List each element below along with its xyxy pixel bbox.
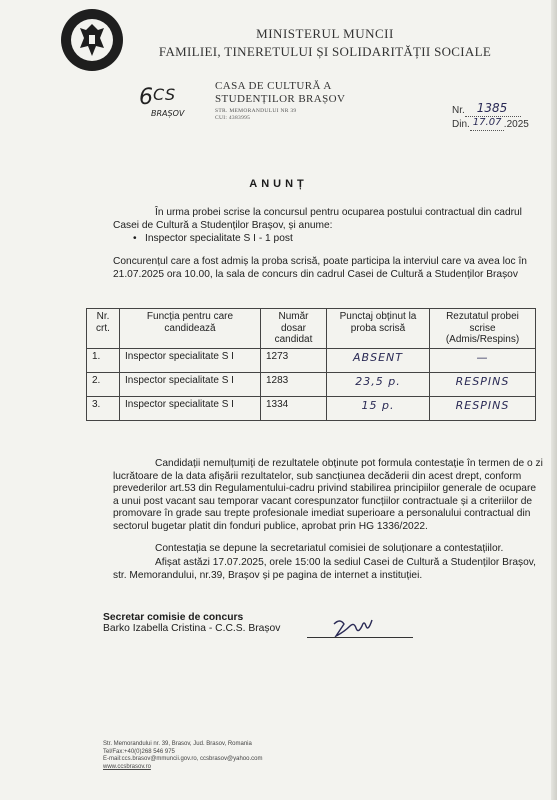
posted-paragraph: Afișat astăzi 17.07.2025, orele 15:00 la sediul Casei de Cultură a Studenților Brașov, str. Memorandului, nr.39, Brașov și pe pagina de internet a instituției.	[113, 557, 536, 581]
svg-text:6: 6	[139, 85, 153, 110]
intro-paragraph: În urma probei scrise la concursul pentru ocuparea postului contractual din cadrul Casei de Cultură a Studenților Brașov, și anume:	[113, 207, 522, 231]
cell-nr: 3.	[87, 396, 120, 420]
cell-score: 15 p.	[327, 396, 430, 420]
institution-address: STR. MEMORANDULUI NR 39	[215, 108, 297, 114]
col-header-nr: Nr. crt.	[87, 309, 120, 349]
institution-block	[215, 80, 345, 121]
cell-function: Inspector specialitate S I	[120, 396, 261, 420]
signature-role: Secretar comisie de concurs	[103, 612, 244, 623]
table-row	[87, 396, 536, 420]
table-header-row	[87, 309, 536, 349]
svg-text:S: S	[165, 85, 176, 104]
cell-file: 1334	[261, 396, 327, 420]
reg-nr-label: Nr.	[452, 105, 465, 116]
cell-nr: 2.	[87, 372, 120, 396]
results-table	[86, 308, 536, 421]
cell-score: 23,5 p.	[327, 372, 430, 396]
col-header-score: Punctaj obținut la proba scrisă	[327, 309, 430, 349]
cell-file: 1273	[261, 348, 327, 372]
svg-text:BRAȘOV: BRAȘOV	[151, 109, 185, 118]
signature-name: Barko Izabella Cristina - C.C.S. Brașov	[103, 623, 281, 634]
reg-date-label: Din.	[452, 119, 470, 130]
ministry-line1: MINISTERUL MUNCII	[256, 26, 394, 41]
post-bullet	[133, 233, 293, 244]
cell-result: RESPINS	[430, 396, 536, 420]
appeal-paragraph: Candidații nemulțumiți de rezultatele obținute pot formula contestație în termen de o zi lucrătoare de la data afișării rezultatelor, sub sancțiunea decăderii din acest drept, conform prevederilor art.53 din Regulamentului-cadru privind stabilirea principiilor generale de ocupare a unui post vacant sau temporar vacant corespunzator funcțiilor contractuale și a criteriilor de promovare în grade sau trepte profesionale imediat superioare a personalului contractual din sectorul bugetar platit din fonduri publice, aprobat prin HG 1336/2022.	[113, 458, 543, 532]
cell-score: ABSENT	[327, 348, 430, 372]
col-header-result: Rezutatul probei scrise (Admis/Respins)	[430, 309, 536, 349]
ccs-logo-icon	[135, 78, 195, 122]
reg-nr-value: 1385	[476, 101, 508, 115]
institution-cui: CUI: 4383995	[215, 115, 251, 121]
cell-nr: 1.	[87, 348, 120, 372]
paper-edge	[551, 0, 557, 800]
reg-date-value: 17.07	[472, 117, 502, 128]
cell-function: Inspector specialitate S I	[120, 372, 261, 396]
ministry-line2: FAMILIEI, TINERETULUI ȘI SOLIDARITĂȚII SOCIALE	[158, 44, 492, 59]
footer-address: Str. Memorandului nr. 39, Brasov, Jud. Brasov, Romania	[103, 741, 252, 747]
signature-block	[103, 612, 280, 634]
footer-website: www.ccsbrasov.ro	[103, 763, 151, 770]
col-header-function: Funcția pentru care candidează	[120, 309, 261, 349]
col-header-file: Număr dosar candidat	[261, 309, 327, 349]
reg-year: .2025	[503, 119, 529, 130]
footer-email: E-mail:ccs.brasov@mmuncii.gov.ro, ccsbrasov@yahoo.com	[103, 756, 263, 762]
bullet-icon: •	[133, 233, 137, 244]
cell-result: RESPINS	[430, 372, 536, 396]
svg-text:C: C	[153, 85, 165, 104]
registration-number	[452, 101, 529, 133]
cell-function: Inspector specialitate S I	[120, 348, 261, 372]
cell-file: 1283	[261, 372, 327, 396]
table-row	[87, 348, 536, 372]
institution-line1: CASA DE CULTURĂ A	[215, 80, 332, 92]
government-seal-icon	[60, 8, 124, 72]
signature-line	[307, 637, 413, 638]
table-row	[87, 372, 536, 396]
footer-phone: Tel/Fax:+40(0)268 546 975	[103, 748, 175, 755]
submit-paragraph: Contestația se depune la secretariatul comisiei de soluționare a contestațiilor.	[155, 543, 504, 554]
page-title: ANUNȚ	[249, 178, 308, 190]
institution-line2: STUDENȚILOR BRAȘOV	[215, 93, 346, 105]
cell-result: —	[430, 348, 536, 372]
admitted-paragraph: Concurențul care a fost admiș la proba scrisă, poate participa la interviul care va avea loc în 21.07.2025 ora 10.00, la sala de concurs din cadrul Casei de Cultură a Studenților Brașov	[113, 256, 527, 280]
footer-contact	[103, 741, 262, 771]
ministry-header	[135, 26, 515, 60]
post-bullet-text: Inspector specialitate S I - 1 post	[145, 233, 293, 244]
